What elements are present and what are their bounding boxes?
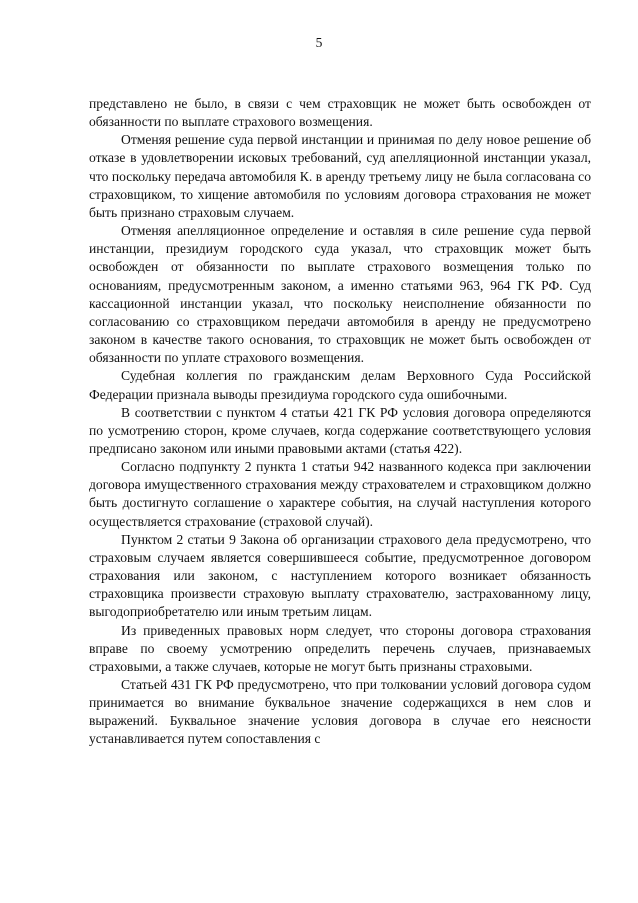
paragraph: Отменяя решение суда первой инстанции и принимая по делу новое решение об отказе в удовлетворении исковых требований, суд апелляционной инстанции указал, что поскольку передача автомобиля К. в аренду третьему лицу не была согласована со страховщиком, то хищение автомобиля по условиям договора страхования не может быть признано страховым случаем. (89, 132, 591, 220)
paragraph: Судебная коллегия по гражданским делам Верховного Суда Российской Федерации признала выводы президиума городского суда ошибочными. (89, 368, 591, 402)
paragraph: Отменяя апелляционное определение и оставляя в силе решение суда первой инстанции, президиум городского суда указал, что страховщик может быть освобожден от обязанности по выплате страхового возмещения только по основаниям, предусмотренным законом, а именно статьями 963, 964 ГК РФ. Суд кассационной инстанции указал, что поскольку неисполнение обязанности по согласованию со страховщиком передачи автомобиля в аренду не предусмотрено законом в качестве такого основания, то страховщик не может быть освобожден от обязанности по уплате страхового возмещения. (89, 223, 591, 366)
paragraph: представлено не было, в связи с чем страховщик не может быть освобожден от обязанности по выплате страхового возмещения. (89, 96, 591, 130)
paragraph: Пунктом 2 статьи 9 Закона об организации страхового дела предусмотрено, что страховым случаем является совершившееся событие, предусмотренное договором страхования или законом, с наступлением которого возникает обязанность страховщика произвести страховую выплату страхователю, застрахованному лицу, выгодоприобретателю или иным третьим лицам. (89, 531, 591, 620)
paragraph: Статьей 431 ГК РФ предусмотрено, что при толковании условий договора судом принимается во внимание буквальное значение содержащихся в нем слов и выражений. Буквальное значение условия договора в случае его неясности устанавливается путем сопоставления с (89, 677, 591, 747)
paragraph: Из приведенных правовых норм следует, что стороны договора страхования вправе по своему усмотрению определить перечень случаев, признаваемых страховыми, а также случаев, которые не могут быть признаны страховыми. (89, 622, 591, 674)
paragraph: В соответствии с пунктом 4 статьи 421 ГК РФ условия договора определяются по усмотрению сторон, кроме случаев, когда содержание соответствующего условия предписано законом или иными правовыми актами (статья 422). (89, 404, 591, 456)
body-text (89, 95, 591, 749)
paragraph: Согласно подпункту 2 пункта 1 статьи 942 названного кодекса при заключении договора имущественного страхования между страхователем и страховщиком должно быть достигнуто соглашение о характере события, на случай наступления которого осуществляется страхование (страховой случай). (89, 459, 591, 529)
page-number: 5 (315, 35, 323, 50)
